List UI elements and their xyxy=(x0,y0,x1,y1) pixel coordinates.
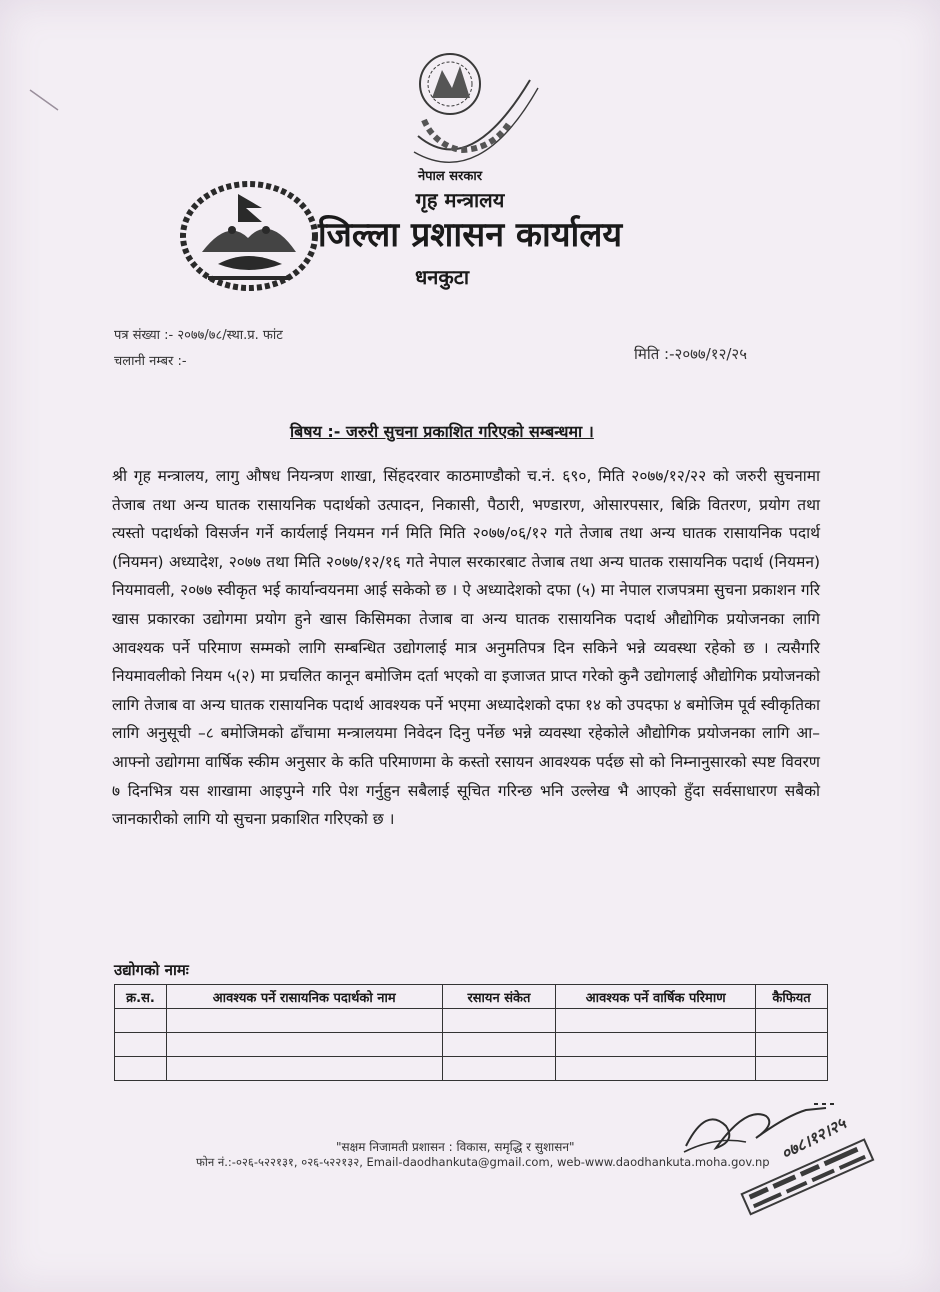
office-seal xyxy=(400,40,540,170)
paper-scratch-mark xyxy=(28,86,68,116)
letter-subject: बिषय :- जरुरी सुचना प्रकाशित गरिएको सम्बन्धमा । xyxy=(290,422,594,441)
table-row xyxy=(115,1057,828,1081)
table-header-row xyxy=(115,985,828,1009)
col-header-serial: क्र.स. xyxy=(115,985,167,1009)
letter-body: श्री गृह मन्त्रालय, लागु औषध नियन्त्रण शाखा, सिंहदरवार काठमाण्डौको च.नं. ६९०, मिति २०७७/१२/२२ को जरुरी सुचनामा तेजाब तथा अन्य घातक रासायनिक पदार्थको उत्पादन, निकासी, पैठारी, भण्डारण, ओसारपसार, बिक्रि वितरण, प्रयोग तथा त्यस्तो पदार्थको विसर्जन गर्ने कार्यलाई नियमन गर्न मिति मिति २०७७/०६/१२ गते तेजाब तथा अन्य घातक रासायनिक पदार्थ (नियमन) अध्यादेश, २०७७ तथा मिति २०७७/१२/१६ गते नेपाल सरकारबाट तेजाब तथा अन्य घातक रासायनिक पदार्थ (नियमन) नियमावली, २०७७ स्वीकृत भई कार्यान्वयनमा आई सकेको छ । ऐ अध्यादेशको दफा (५) मा नेपाल राजपत्रमा सुचना प्रकाशन गरि खास प्रकारका उद्योगमा प्रयोग हुने खास किसिमका तेजाब वा अन्य घातक रासायनिक पदार्थ औद्योगिक प्रयोजनका लागि आवश्यक पर्ने परिमाण सम्मको लागि सम्बन्धित उद्योगलाई मात्र अनुमतिपत्र दिन सकिने भन्ने व्यवस्था रहेको छ । त्यसैगरि नियमावलीको नियम ५(२) मा प्रचलित कानून बमोजिम दर्ता भएको वा इजाजत प्राप्त गरेको कुनै उद्योगलाई औद्योगिक प्रयोजनको लागि तेजाब वा अन्य घातक रासायनिक पदार्थ आवश्यक पर्ने भएमा अध्यादेशको दफा १४ को उपदफा ४ बमोजिम पूर्व स्वीकृतिका लागि अनुसूची –८ बमोजिमको ढाँचामा मन्त्रालयमा निवेदन दिनु पर्नेछ भन्ने व्यवस्था रहेकोले औद्योगिक प्रयोजनका लागि आ–आफ्नो उद्योगमा वार्षिक स्कीम अनुसार के कति परिमाणमा के कस्तो रसायन आवश्यक पर्दछ सो को निम्नानुसारको स्पष्ट विवरण ७ दिनभित्र यस शाखामा आइपुग्ने गरि पेश गर्नुहुन सबैलाई सूचित गरिन्छ भनि उल्लेख भै आएको हुँदा सर्वसाधारण सबैको जानकारीको लागि यो सुचना प्रकाशित गरिएको छ । xyxy=(112,467,820,829)
chemical-requirement-table xyxy=(114,984,828,1081)
header-government: नेपाल सरकार xyxy=(417,169,483,184)
footer-contact: फोन नं.:-०२६-५२२१३१, ०२६-५२२१३२, Email-daodhankuta@gmail.com, web-www.daodhankuta.moha.gov.np xyxy=(196,1155,770,1169)
footer-motto: "सक्षम निजामती प्रशासन : विकास, समृद्धि र सुशासन" xyxy=(336,1140,575,1154)
col-header-annual-quantity: आवश्यक पर्ने वार्षिक परिमाण xyxy=(556,985,756,1009)
dispatch-number: चलानी नम्बर :- xyxy=(114,354,187,369)
col-header-chemical-symbol: रसायन संकेत xyxy=(442,985,556,1009)
letter-reference: पत्र संख्या :- २०७७/७८/स्था.प्र. फांट xyxy=(114,328,283,343)
officer-stamp xyxy=(732,1128,882,1224)
industry-name-label: उद्योगको नामः xyxy=(114,961,189,979)
table-row xyxy=(115,1009,828,1033)
table-row xyxy=(115,1033,828,1057)
header-ministry: गृह मन्त्रालय xyxy=(415,188,505,212)
col-header-remarks: कैफियत xyxy=(756,985,828,1009)
letter-date: मिति :-२०७७/१२/२५ xyxy=(634,345,748,363)
col-header-chemical-name: आवश्यक पर्ने रासायनिक पदार्थको नाम xyxy=(166,985,442,1009)
header-office: जिल्ला प्रशासन कार्यालय xyxy=(317,215,623,255)
header-district: धनकुटा xyxy=(414,265,470,289)
signature-date: ०७८।१२।२५ xyxy=(777,1113,849,1164)
